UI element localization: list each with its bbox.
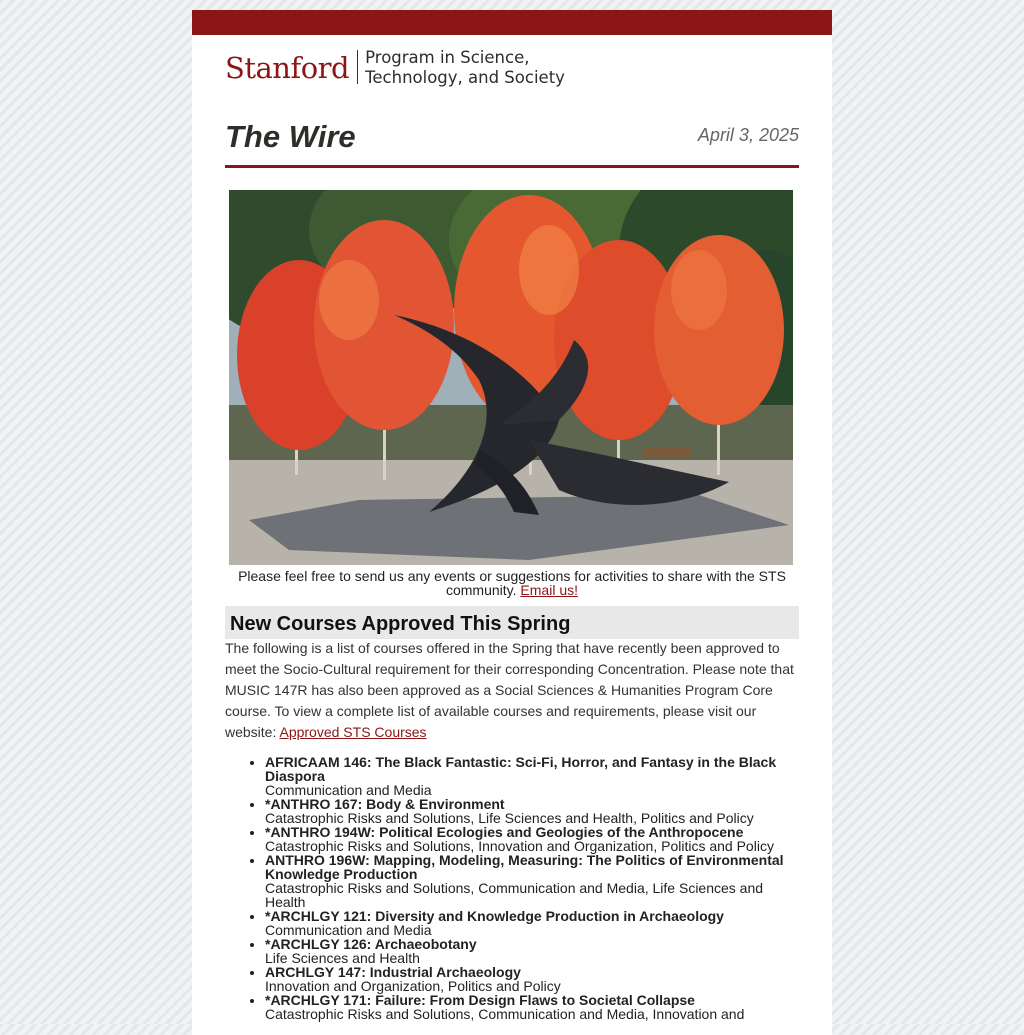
course-item	[265, 755, 799, 797]
stanford-wordmark: Stanford	[225, 51, 350, 85]
course-name: • *ANTHRO 167: Body & Environment	[265, 796, 505, 812]
course-concentrations: Catastrophic Risks and Solutions, Life Sciences and Health, Politics and Policy	[265, 810, 754, 826]
course-list	[225, 755, 799, 1021]
stanford-sts-logo[interactable]	[225, 48, 565, 88]
hero-caption	[225, 569, 799, 597]
course-item	[265, 965, 799, 993]
course-item	[265, 797, 799, 825]
course-item	[265, 853, 799, 909]
course-name: • ANTHRO 196W: Mapping, Modeling, Measuring: The Politics of Environmental Knowledge Production	[265, 852, 784, 882]
section-heading-bar	[225, 606, 799, 639]
course-concentrations: Life Sciences and Health	[265, 950, 420, 966]
program-name	[365, 48, 565, 88]
section-heading: New Courses Approved This Spring	[230, 613, 571, 635]
course-item	[265, 909, 799, 937]
course-concentrations: Communication and Media	[265, 922, 432, 938]
newsletter-card	[192, 35, 832, 1035]
course-name: • ARCHLGY 147: Industrial Archaeology	[265, 964, 521, 980]
course-item	[265, 993, 799, 1021]
course-name: • *ARCHLGY 171: Failure: From Design Flaws to Societal Collapse	[265, 992, 695, 1008]
course-concentrations: Innovation and Organization, Politics and Policy	[265, 978, 561, 994]
course-concentrations: Catastrophic Risks and Solutions, Communication and Media, Innovation and	[265, 1006, 745, 1022]
email-us-link[interactable]: Email us!	[520, 582, 578, 598]
course-name: • *ARCHLGY 121: Diversity and Knowledge Production in Archaeology	[265, 908, 724, 924]
section-intro-text: The following is a list of courses offered in the Spring that have recently been approved to meet the Socio-Cultural requirement for their corresponding Concentration. Please note that MUSIC 147R has also been approved as a Social Sciences & Humanities Program Core course. To view a complete list of available courses and requirements, please visit our website:	[225, 640, 794, 740]
course-concentrations: Communication and Media	[265, 782, 432, 798]
course-item	[265, 937, 799, 965]
issue-date: April 3, 2025	[697, 125, 799, 145]
program-name-line1: Program in Science,	[365, 48, 530, 67]
header-divider	[225, 165, 799, 168]
course-concentrations: Catastrophic Risks and Solutions, Communication and Media, Life Sciences and Health	[265, 880, 764, 910]
hero-photo-sculpture-autumn-trees	[229, 190, 793, 565]
section-intro	[225, 638, 799, 743]
course-name: • *ANTHRO 194W: Political Ecologies and Geologies of the Anthropocene	[265, 824, 744, 840]
course-name: • *ARCHLGY 126: Archaeobotany	[265, 936, 477, 952]
program-name-line2: Technology, and Society	[365, 68, 565, 87]
course-name: • AFRICAAM 146: The Black Fantastic: Sci-Fi, Horror, and Fantasy in the Black Diaspora	[265, 754, 777, 784]
newsletter-title: The Wire	[225, 119, 356, 154]
logo-divider	[357, 50, 358, 84]
hero-caption-text: Please feel free to send us any events or suggestions for activities to share with the STS community.	[238, 568, 786, 598]
course-concentrations: Catastrophic Risks and Solutions, Innovation and Organization, Politics and Policy	[265, 838, 774, 854]
top-accent-bar	[192, 10, 832, 35]
course-item	[265, 825, 799, 853]
approved-sts-courses-link[interactable]: Approved STS Courses	[279, 724, 427, 740]
